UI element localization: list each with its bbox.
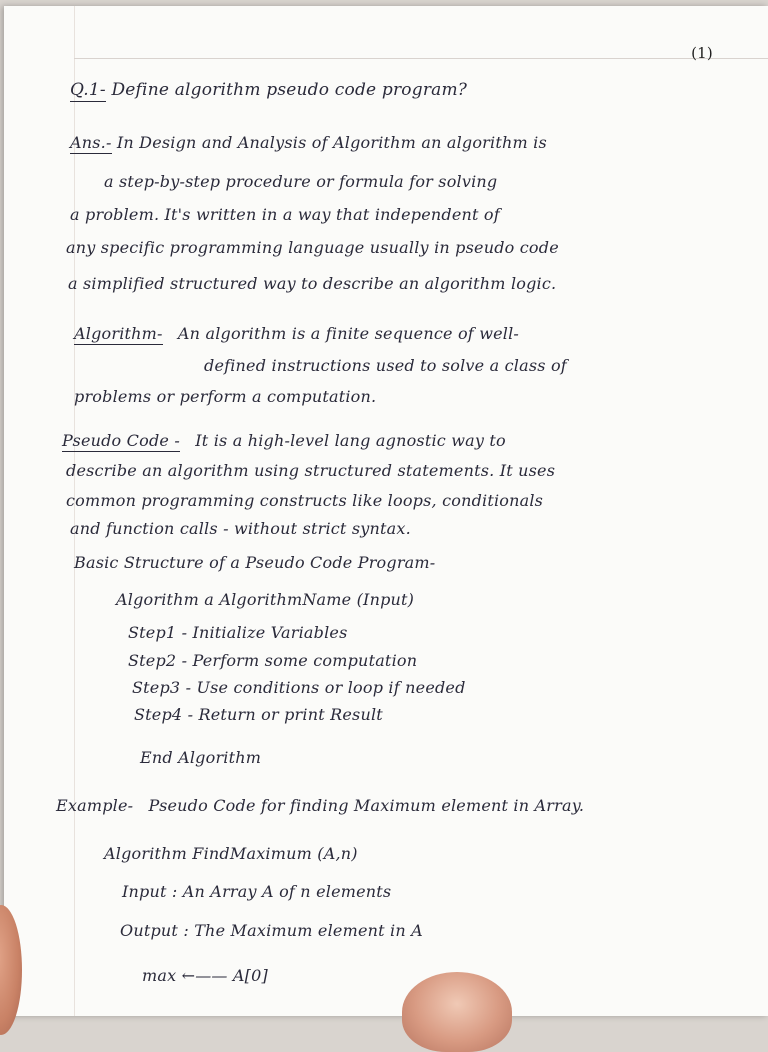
structure-step-1: Step1 - Initialize Variables [128,623,348,642]
answer-line-3: a problem. It's written in a way that independent of [70,205,500,224]
structure-step-4: Step4 - Return or print Result [134,705,383,724]
example-input-line: Input : An Array A of n elements [122,882,392,901]
structure-end-algorithm: End Algorithm [140,748,262,767]
pseudo-line-2: describe an algorithm using structured statements. It uses [66,461,556,480]
pseudo-line-3: common programming constructs like loops, conditionals [66,491,544,510]
basic-structure-heading: Basic Structure of a Pseudo Code Program- [74,553,436,572]
thumb-image [402,972,512,1052]
example-text: Pseudo Code for finding Maximum element in Array. [148,796,585,815]
structure-step-2: Step2 - Perform some computation [128,651,418,670]
example-label: Example- [56,796,134,815]
margin-line [74,6,75,1016]
example-line [56,796,584,815]
question-label: Q.1- [70,80,106,100]
answer-text-1: In Design and Analysis of Algorithm an algorithm is [116,133,547,152]
algorithm-label: Algorithm- [74,324,163,343]
structure-step-3: Step3 - Use conditions or loop if needed [132,678,466,697]
notebook-page [4,6,768,1016]
question-text: Define algorithm pseudo code program? [111,80,468,100]
pseudo-label: Pseudo Code - [62,431,180,450]
pseudo-line-1 [62,431,506,450]
algorithm-line-3: problems or perform a computation. [74,387,377,406]
page-number: (1) [691,44,713,62]
top-rule [74,58,768,59]
pseudo-text-1: It is a high-level lang agnostic way to [195,431,506,450]
algorithm-text-1: An algorithm is a finite sequence of well- [177,324,520,343]
algorithm-line-1 [74,324,519,343]
answer-line-5: a simplified structured way to describe an algorithm logic. [68,274,557,293]
answer-line-1 [70,133,547,152]
structure-algorithm-line: Algorithm a AlgorithmName (Input) [116,590,415,609]
example-output-line: Output : The Maximum element in A [120,921,423,940]
answer-line-2: a step-by-step procedure or formula for solving [104,172,498,191]
pseudo-line-4: and function calls - without strict syntax. [70,519,411,538]
answer-line-4: any specific programming language usually in pseudo code [66,238,559,257]
example-max-line: max ←—— A[0] [142,966,268,985]
answer-label: Ans.- [70,133,112,152]
question-line [70,80,467,100]
example-algorithm-line: Algorithm FindMaximum (A,n) [104,844,358,863]
algorithm-line-2: defined instructions used to solve a class of [204,356,567,375]
